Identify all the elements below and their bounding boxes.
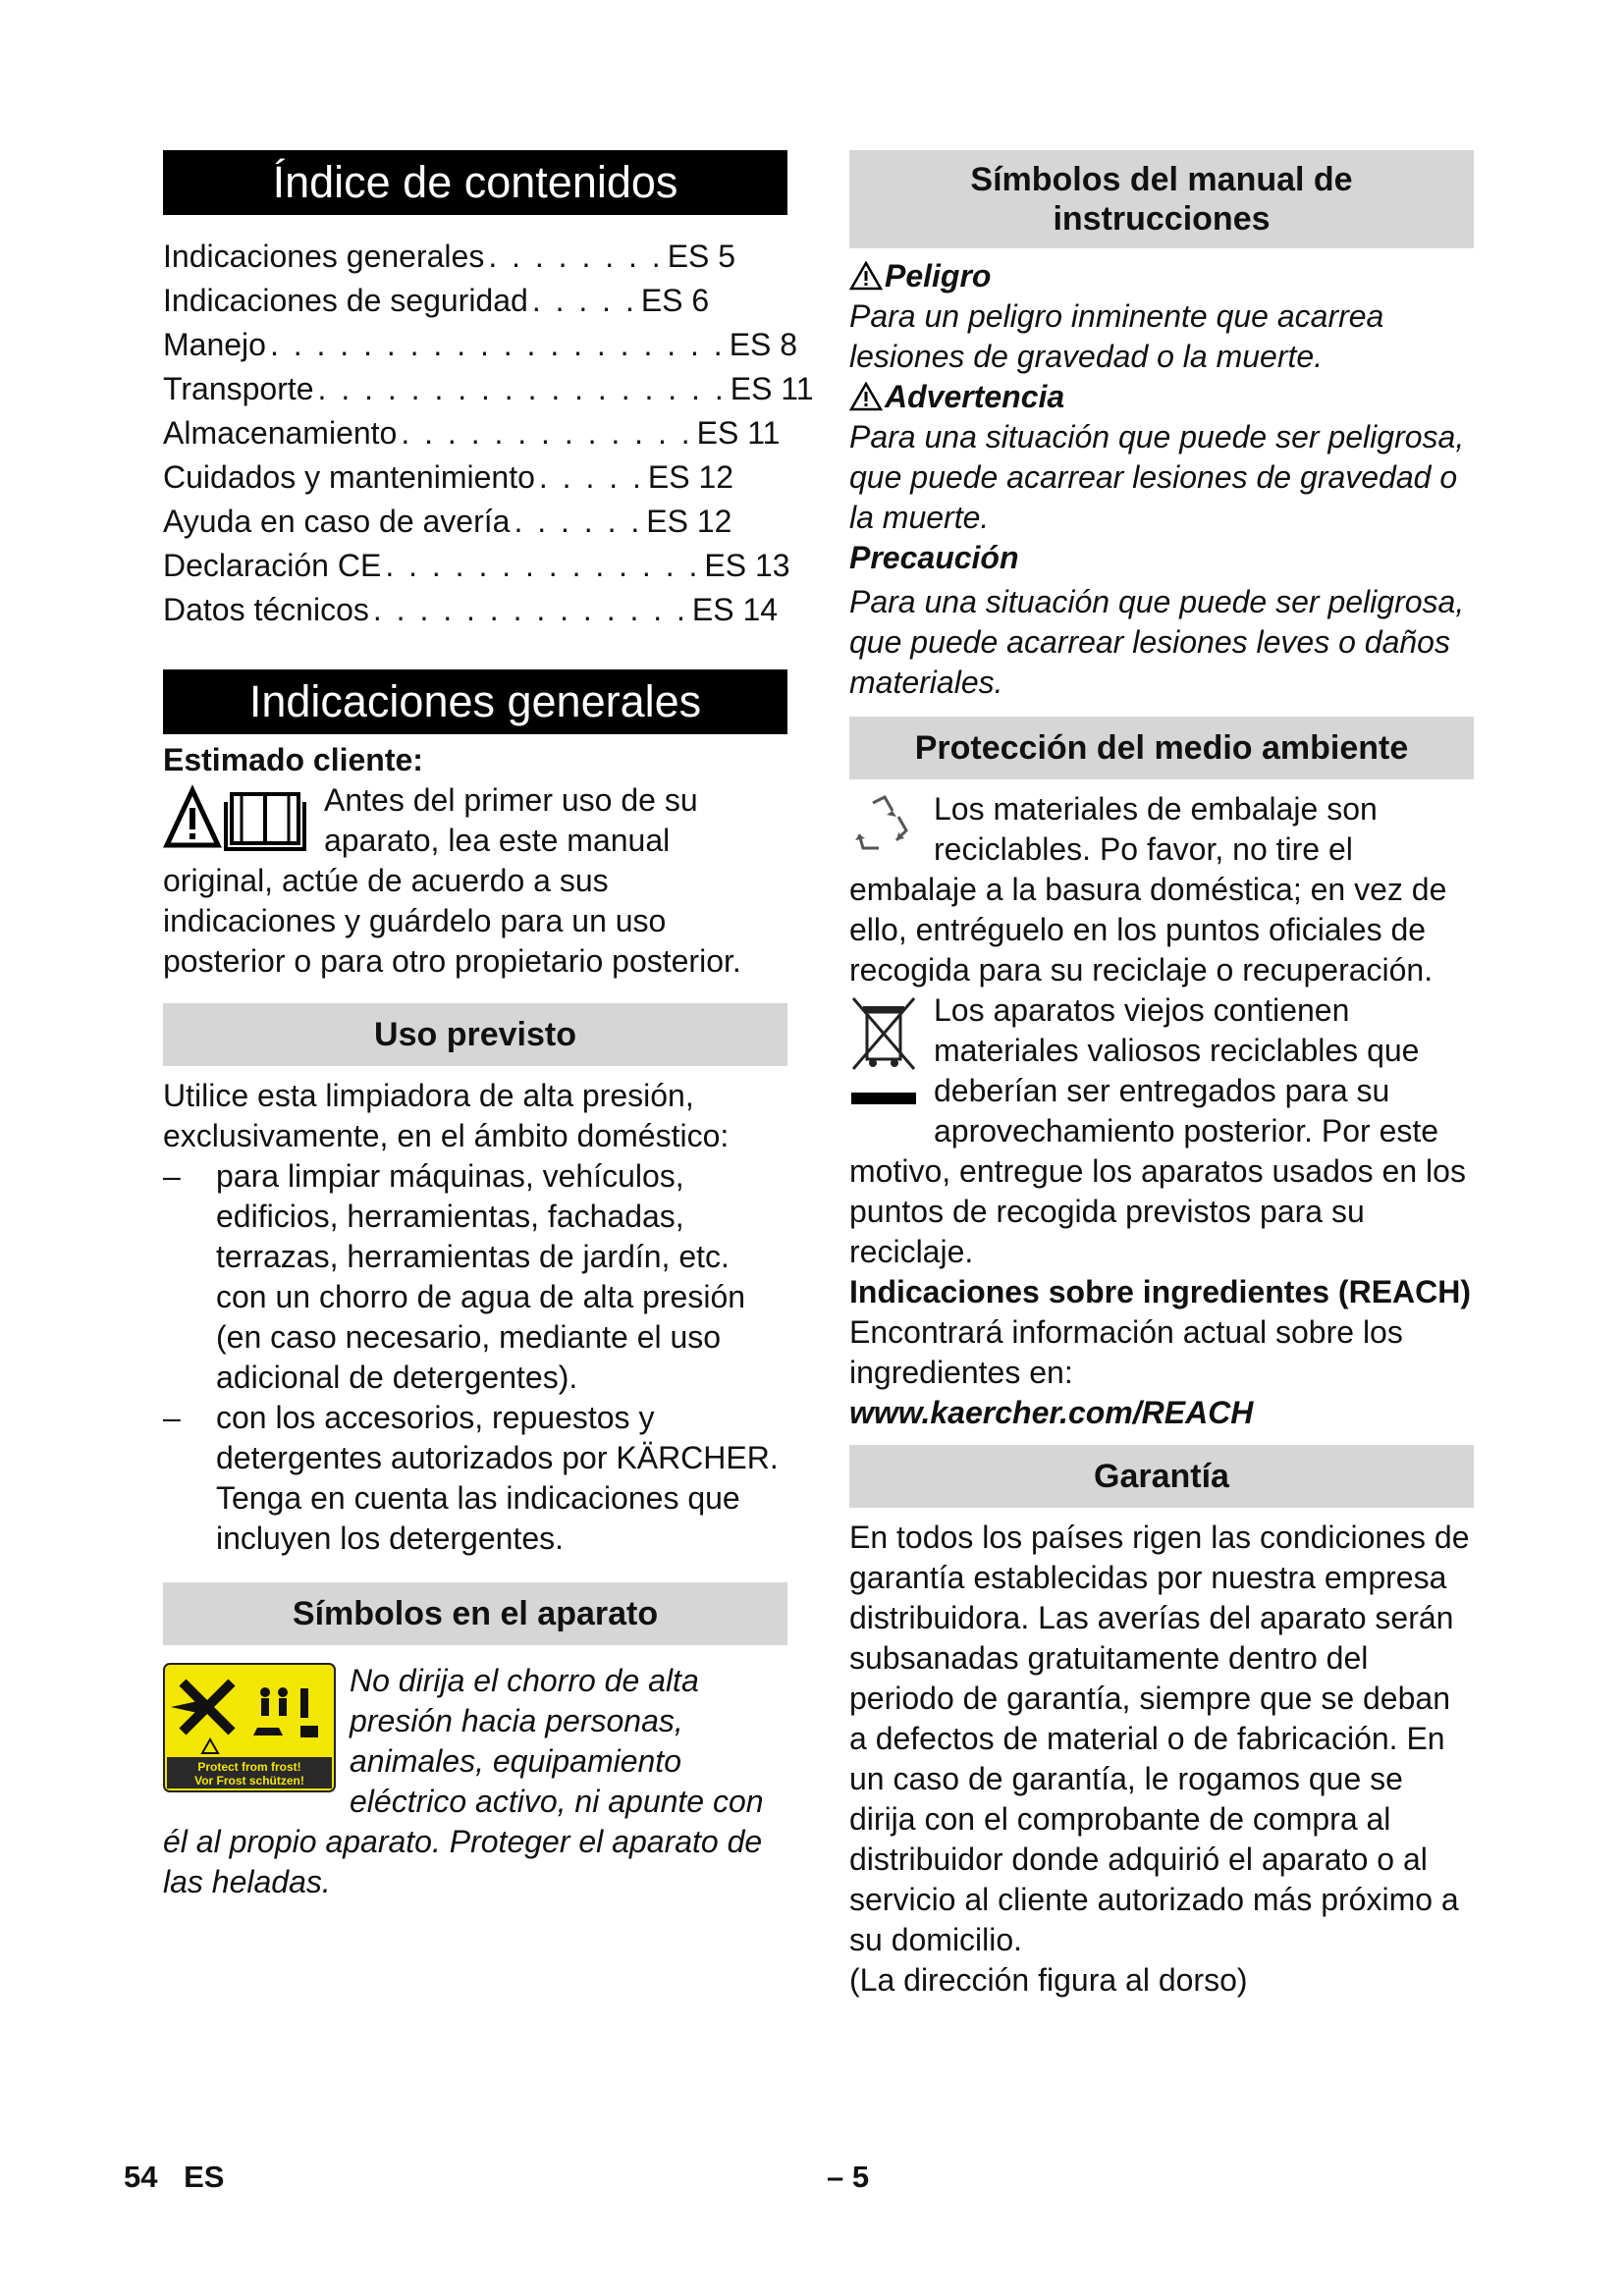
toc-entry-page: ES 14 — [691, 592, 779, 627]
toc-leader-dots: . . . . . . . . — [488, 239, 664, 274]
toc-leader-dots: . . . . . . — [514, 504, 643, 539]
toc-entry[interactable] — [163, 279, 787, 323]
toc-leader-dots: . . . . . . . . . . . . . . . . . . — [317, 371, 727, 406]
toc-heading: Índice de contenidos — [163, 150, 787, 215]
left-column — [163, 150, 814, 1902]
toc-leader-dots: . . . . . . . . . . . . . . — [372, 592, 688, 627]
table-of-contents — [163, 235, 814, 632]
manual-symbols-heading: Símbolos del manual de instrucciones — [849, 150, 1474, 248]
warranty-text: En todos los países rigen las condiciones de garantía establecidas por nuestra empresa distribuidora. Las averías del aparato serán subsanadas gratuitamente dentro del periodo de garantía, siempre que se deban a defectos de material o de fabricación. En un caso de garantía, le rogamos que se dirija con el comprobante de compra al distribuidor donde adquirió el aparato o al servicio al cliente autorizado más próximo a su domicilio. — [849, 1520, 1470, 1957]
device-symbols-heading: Símbolos en el aparato — [163, 1582, 787, 1645]
danger-text: Para un peligro inminente que acarrea lesiones de gravedad o la muerte. — [849, 298, 1384, 374]
weee-text: Los aparatos viejos contienen materiales valiosos reciclables que deberían ser entregados para su aprovechamiento posterior. Por este motivo, entregue los aparatos usados en los puntos de recogida previstos para su reciclaje. — [849, 992, 1466, 1269]
list-item: – para limpiar máquinas, vehículos, edificios, herramientas, fachadas, terrazas, herramientas de jardín, etc. con un chorro de agua de alta presión (en caso necesario, mediante el uso adicional de detergentes). — [163, 1158, 746, 1395]
danger-label-line — [849, 256, 1474, 296]
right-column — [849, 150, 1474, 2001]
warranty-heading: Garantía — [849, 1445, 1474, 1508]
intended-use-heading: Uso previsto — [163, 1003, 787, 1066]
toc-leader-dots: . . . . . — [531, 283, 637, 318]
list-item: – con los accesorios, repuestos y detergentes autorizados por KÄRCHER. Tenga en cuenta las indicaciones que incluyen los detergentes. — [163, 1400, 779, 1556]
toc-entry-page: ES 13 — [704, 548, 790, 583]
dear-customer-label: Estimado cliente: — [163, 742, 423, 777]
warning-label: Advertencia — [885, 379, 1065, 414]
toc-entry[interactable] — [163, 323, 798, 367]
toc-entry[interactable] — [163, 588, 787, 632]
page-number: 54 — [124, 2160, 158, 2194]
intended-use-text: Utilice esta limpiadora de alta presión, exclusivamente, en el ámbito doméstico: — [163, 1078, 730, 1153]
warranty-note: (La dirección figura al dorso) — [849, 1962, 1248, 1998]
toc-entry-title: Transporte — [163, 371, 314, 406]
toc-entry-page: ES 6 — [640, 283, 710, 318]
sticker-line1: Protect from frost! — [197, 1760, 301, 1774]
caution-text: Para una situación que puede ser peligrosa, que puede acarrear lesiones leves o daños materiales. — [849, 584, 1465, 700]
toc-entry[interactable] — [163, 500, 787, 544]
toc-leader-dots: . . . . . . . . . . . . . — [401, 415, 693, 451]
recycling-text: Los materiales de embalaje son reciclables. Po favor, no tire el embalaje a la basura doméstica; en vez de ello, entréguelo en los puntos oficiales de recogida para su reciclaje o recuperación. — [849, 791, 1447, 988]
section-page-number: – 5 — [827, 2160, 870, 2194]
sticker-line2: Vor Frost schützen! — [194, 1774, 304, 1788]
warning-triangle-icon — [849, 382, 883, 411]
warning-manual-icon — [163, 784, 310, 858]
toc-entry-title: Cuidados y mantenimiento — [163, 459, 535, 495]
recycling-block — [849, 789, 1474, 990]
toc-entry[interactable] — [163, 411, 787, 455]
toc-entry-title: Declaración CE — [163, 548, 382, 583]
intended-use-list — [163, 1156, 787, 1559]
warning-text: Para una situación que puede ser peligrosa, que puede acarrear lesiones de gravedad o la muerte. — [849, 419, 1465, 535]
general-heading: Indicaciones generales — [163, 669, 787, 734]
recycling-icon — [849, 793, 918, 867]
toc-entry-page: ES 12 — [647, 459, 734, 495]
weee-block — [849, 990, 1474, 1272]
toc-leader-dots: . . . . . — [538, 459, 644, 495]
frost-warning-sticker-icon — [163, 1663, 336, 1797]
toc-entry-page: ES 11 — [730, 371, 814, 406]
device-symbols-text: No dirija el chorro de alta presión hacia personas, animales, equipamiento eléctrico activo, ni apunte con él al propio aparato. Proteger el aparato de las heladas. — [163, 1663, 764, 1899]
environment-heading: Protección del medio ambiente — [849, 717, 1474, 779]
reach-heading: Indicaciones sobre ingredientes (REACH) — [849, 1274, 1472, 1309]
toc-leader-dots: . . . . . . . . . . . . . . — [385, 548, 701, 583]
toc-entry-title: Manejo — [163, 327, 266, 362]
danger-label: Peligro — [885, 258, 992, 294]
language-code: ES — [184, 2160, 225, 2194]
toc-entry-title: Datos técnicos — [163, 592, 369, 627]
toc-entry[interactable] — [163, 367, 814, 411]
toc-entry-title: Indicaciones generales — [163, 239, 485, 274]
page-footer-left — [124, 2160, 224, 2195]
crossed-bin-icon — [849, 994, 918, 1117]
toc-entry-page: ES 8 — [729, 327, 798, 362]
toc-entry-page: ES 12 — [646, 504, 732, 539]
toc-entry-page: ES 5 — [667, 239, 736, 274]
toc-entry-title: Ayuda en caso de avería — [163, 504, 511, 539]
toc-entry-title: Almacenamiento — [163, 415, 398, 451]
device-symbols-block — [163, 1661, 787, 1902]
toc-entry[interactable] — [163, 455, 787, 500]
toc-entry[interactable] — [163, 544, 790, 588]
caution-label: Precaución — [849, 540, 1019, 575]
toc-leader-dots: . . . . . . . . . . . . . . . . . . . . — [269, 327, 726, 362]
warning-triangle-icon — [849, 261, 883, 291]
warning-label-line — [849, 377, 1474, 417]
toc-entry-title: Indicaciones de seguridad — [163, 283, 528, 318]
toc-entry-page: ES 11 — [696, 415, 781, 451]
general-text: Antes del primer uso de su aparato, lea este manual original, actúe de acuerdo a sus indicaciones y guárdelo para un uso posterior o para otro propietario posterior. — [163, 782, 741, 979]
toc-entry[interactable] — [163, 235, 787, 279]
reach-text: Encontrará información actual sobre los ingredientes en: — [849, 1314, 1403, 1390]
general-block — [163, 780, 787, 982]
reach-link[interactable]: www.kaercher.com/REACH — [849, 1395, 1254, 1430]
